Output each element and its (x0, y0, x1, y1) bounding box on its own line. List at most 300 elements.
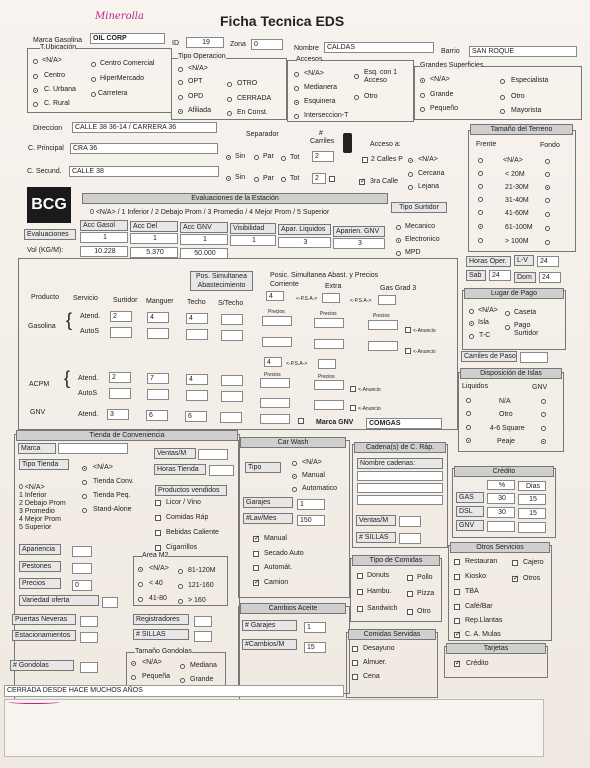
gas-grad-pos-field[interactable] (378, 295, 396, 305)
horas-tienda-label: Horas Tienda (154, 464, 206, 475)
carwash-radio-manual[interactable] (292, 474, 297, 479)
ubicacion-radio-na[interactable] (33, 59, 38, 64)
tipo-surtidor-button[interactable]: Tipo Surtidor (391, 202, 447, 213)
marca-label: Marca Gasolina (33, 37, 83, 44)
ubicacion-label-centro-comercial: Centro Comercial (100, 60, 155, 67)
tienda-tipo-radio-peq[interactable] (82, 494, 87, 499)
gnv-surtidor-field[interactable]: 3 (107, 409, 129, 420)
acpm-autos-techo-field[interactable] (186, 390, 208, 401)
acpm-precio-autos-1[interactable] (260, 398, 290, 408)
tienda-legend-3: 3 Promedio (19, 508, 55, 515)
cadenas-title: Cadena(s) de C. Ráp. (354, 442, 446, 453)
surtidor-radio-electronico[interactable] (396, 238, 401, 243)
col-surtidor: Surtidor (113, 297, 138, 304)
ubicacion-radio-hipermercado[interactable] (91, 77, 96, 82)
prod-licor-checkbox[interactable] (155, 500, 161, 506)
pago-label-surtidor: Pago Surtidor (514, 322, 539, 337)
islas-gnv-radio-0[interactable] (541, 399, 546, 404)
servicio-cafe-checkbox[interactable] (454, 604, 460, 610)
accesos-label-esq-1-acceso: Esq. con 1 Acceso (364, 69, 398, 84)
tam-radio-grande[interactable] (180, 678, 185, 683)
gnv-stecho-field[interactable] (220, 412, 242, 423)
operacion-radio-en-const[interactable] (227, 111, 232, 116)
ubicacion-label-c-rural: C. Rural (44, 100, 70, 107)
prod-bebidas-checkbox[interactable] (155, 530, 161, 536)
gnv-anuncio-checkbox[interactable] (298, 418, 304, 424)
carwash-manual-checkbox[interactable] (253, 536, 259, 542)
tienda-title: Tienda de Conveniencia (16, 430, 238, 441)
ubicacion-label-centro: Centro (44, 72, 66, 79)
cadenas-nombre-field-1[interactable] (357, 471, 443, 481)
ubicacion-radio-c-urbana[interactable] (33, 88, 38, 93)
tam-label-na: <N/A> (142, 659, 162, 666)
acpm-precio-autos-2[interactable] (314, 400, 344, 410)
fondo-radio-2[interactable] (545, 185, 550, 190)
comida-hambu-label: Hambu. (367, 588, 392, 595)
credito-gnv-dias[interactable] (518, 522, 546, 533)
acpm-atend-label: Atend. (78, 375, 99, 382)
evaluaciones-legend: 0 <N/A> / 1 Inferior / 2 Debajo Prom / 3 Promedio / 4 Mejor Prom / 5 Superior (90, 209, 330, 216)
area-radio-121-160[interactable] (178, 584, 183, 589)
aceite-garajes-field[interactable]: 1 (304, 622, 326, 633)
horas-tienda-field[interactable] (209, 465, 234, 476)
islas-liq-radio-2[interactable] (466, 425, 471, 430)
tarjetas-title: Tarjetas (446, 643, 546, 654)
gasolina-surtidor-field[interactable]: 2 (110, 311, 132, 322)
tam-label-mediana: Mediana (190, 662, 217, 669)
superficies-radio-pequeno[interactable] (420, 107, 425, 112)
barrio-label: Barrio (441, 48, 460, 55)
islas-gnv-radio-3[interactable] (541, 439, 546, 444)
gasolina-precio-extra[interactable] (314, 318, 344, 328)
islas-liq-radio-0[interactable] (466, 398, 471, 403)
servida-cena-checkbox[interactable] (352, 674, 358, 680)
frente-radio-1[interactable] (478, 171, 483, 176)
tienda-legend-1: 1 Inferior (19, 492, 47, 499)
gasolina-precio-autos-2[interactable] (314, 339, 344, 349)
secund-radio-sin[interactable] (226, 176, 231, 181)
terreno-frente-label: Frente (476, 141, 497, 148)
accesos-radio-na[interactable] (294, 72, 299, 77)
acpm-pos-field-2[interactable] (318, 359, 336, 369)
ubicacion-radio-c-rural[interactable] (33, 102, 38, 107)
operacion-radio-afiliada[interactable] (178, 109, 183, 114)
area-radio-41-80[interactable] (138, 597, 143, 602)
terreno-row-1: < 20M (505, 171, 525, 178)
terreno-row-5: 61-100M (505, 224, 533, 231)
prod-comidas-label: Comidas Ráp (166, 514, 209, 521)
gasolina-anuncio-autos-checkbox[interactable] (405, 348, 411, 354)
gnv-techo-field[interactable]: 6 (185, 411, 207, 422)
secund-carriles-field[interactable]: 2 (312, 173, 326, 184)
marca-gnv-field[interactable]: COMGAS (366, 418, 442, 429)
aceite-cambios-label: #Cambios/M (242, 639, 297, 650)
eval-val-aparien-gnv[interactable]: 3 (333, 238, 385, 249)
area-label-na: <N/A> (149, 565, 169, 572)
estacionamientos-label: Estacionamientos (12, 630, 76, 641)
puertas-neveras-label: Puertas Neveras (12, 614, 76, 625)
eval-val-apar-liquidos[interactable]: 3 (278, 237, 331, 248)
gasolina-precio-autos-1[interactable] (262, 337, 292, 347)
marca-field[interactable]: OIL CORP (90, 33, 165, 44)
carwash-secado-label: Secado Auto (264, 550, 304, 557)
notes-text: CERRADA DESDE HACE MUCHOS AÑOS (7, 687, 143, 694)
id-field[interactable]: 19 (186, 37, 224, 48)
servicio-tba-checkbox[interactable] (454, 589, 460, 595)
carwash-radio-automatico[interactable] (292, 487, 297, 492)
gnv-precio-field[interactable] (260, 414, 290, 424)
credito-dias-header: Dias (518, 481, 546, 491)
islas-gnv-radio-2[interactable] (541, 426, 546, 431)
principal-field[interactable]: CRA 36 (70, 143, 218, 154)
ubicacion-label-c-urbana: C. Urbana (44, 86, 76, 93)
acceso-label-na: <N/A> (418, 156, 438, 163)
credito-dsl-pct[interactable]: 30 (487, 507, 515, 518)
servida-almuer-checkbox[interactable] (352, 660, 358, 666)
evaluaciones-row-label: Evaluaciones (24, 229, 76, 240)
surtidor-radio-mpd[interactable] (396, 251, 401, 256)
tienda-tipo-radio-conv[interactable] (82, 480, 87, 485)
dos-calles-checkbox[interactable] (362, 157, 368, 163)
comida-sandwich-checkbox[interactable] (357, 606, 363, 612)
credito-dsl-dias[interactable]: 15 (518, 508, 546, 519)
gondolas-field[interactable] (80, 662, 98, 673)
pago-radio-caseta[interactable] (505, 311, 510, 316)
area-radio-na[interactable] (138, 567, 143, 572)
area-label-gt160: > 160 (188, 597, 206, 604)
secund-carriles-checkbox[interactable] (329, 176, 335, 182)
area-radio-lt40[interactable] (138, 582, 143, 587)
marca-gnv-label: Marca GNV (316, 419, 354, 426)
acpm-anuncio-checkbox[interactable] (350, 386, 356, 392)
vol-del-field[interactable]: 5.370 (130, 247, 178, 258)
frente-radio-6[interactable] (478, 238, 483, 243)
area-title: Area M2 (142, 552, 169, 559)
operacion-title: Tipo Operacion (178, 53, 226, 60)
gnv-manguer-field[interactable]: 6 (146, 410, 168, 421)
zona-field[interactable]: 0 (251, 39, 283, 50)
fondo-radio-6[interactable] (545, 240, 550, 245)
tienda-legend-4: 4 Mejor Prom (19, 516, 62, 523)
fondo-radio-5[interactable] (545, 226, 550, 231)
vol-label: Vol (KG/M): (27, 247, 64, 254)
servicio-restauran-checkbox[interactable] (454, 559, 460, 565)
acpm-surtidor-field[interactable]: 2 (109, 372, 131, 383)
extra-pos-field[interactable] (322, 293, 340, 303)
area-label-lt40: < 40 (149, 580, 163, 587)
notes-area[interactable] (4, 699, 544, 757)
gasolina-autos-techo-field[interactable] (186, 329, 208, 340)
puertas-neveras-field[interactable] (80, 616, 98, 627)
tienda-tipo-label-na: <N/A> (93, 464, 113, 471)
area-radio-81-120[interactable] (178, 569, 183, 574)
gasolina-autos-label: AutoS (80, 328, 100, 335)
carwash-garajes-field[interactable]: 1 (297, 499, 325, 510)
accesos-radio-esq-1-acceso[interactable] (354, 74, 359, 79)
operacion-label-na: <N/A> (188, 65, 208, 72)
credito-pct-header: % (487, 480, 515, 490)
gondolas-label: # Gondolas (10, 660, 74, 671)
ubicacion-radio-centro-comercial[interactable] (91, 62, 96, 67)
servicio-cajero-label: Cajero (523, 559, 544, 566)
superficies-radio-mayorista[interactable] (500, 109, 505, 114)
sab-field[interactable]: 24 (489, 270, 511, 281)
separador-label: Separador (246, 131, 279, 138)
gasolina-precios-label-2: Precios (320, 311, 337, 317)
variedad-field[interactable] (102, 597, 118, 608)
comida-donuts-checkbox[interactable] (357, 573, 363, 579)
operacion-radio-na[interactable] (178, 67, 183, 72)
comida-pizza-checkbox[interactable] (407, 591, 413, 597)
servicio-otros-checkbox[interactable] (512, 576, 518, 582)
tam-label-pequena: Pequeña (142, 673, 171, 680)
tienda-marca-field[interactable] (58, 443, 128, 454)
estacionamientos-field[interactable] (80, 632, 98, 643)
cadenas-nombre-field-2[interactable] (357, 483, 443, 493)
zona-label: Zona (230, 41, 246, 48)
operacion-radio-otro[interactable] (227, 82, 232, 87)
islas-liq-radio-3[interactable] (466, 438, 471, 443)
acpm-precio-2[interactable] (314, 380, 344, 390)
gasolina-techo-field[interactable]: 4 (186, 313, 208, 324)
gasolina-manguer-field[interactable]: 4 (147, 312, 169, 323)
tercera-calle-checkbox[interactable] (359, 179, 365, 185)
islas-liq-radio-1[interactable] (466, 411, 471, 416)
direccion-label: Direccion (33, 125, 63, 132)
carriles-paso-field[interactable] (520, 352, 548, 363)
frente-radio-3[interactable] (478, 197, 483, 202)
acpm-autos-manguer-field[interactable] (147, 389, 169, 400)
carwash-title: Car Wash (240, 437, 346, 448)
evaluaciones-title: Evaluaciones de la Estación (82, 193, 388, 204)
gasolina-precio-corriente[interactable] (262, 316, 292, 326)
gasolina-stecho-field[interactable] (221, 314, 243, 325)
cadenas-sillas-field[interactable] (399, 533, 421, 544)
traffic-light-icon (343, 133, 352, 153)
terreno-fondo-label: Fondo (540, 142, 560, 149)
tienda-tipo-label-conv: Tienda Conv. (93, 478, 134, 485)
area-radio-gt160[interactable] (178, 599, 183, 604)
islas-liquidos-label: Liquidos (462, 383, 489, 390)
superficies-radio-grande[interactable] (420, 93, 425, 98)
acpm-pos-field[interactable]: 4 (264, 357, 282, 367)
surtidor-label-mecanico: Mecanico (405, 223, 435, 230)
operacion-label-otro: OTRO (237, 80, 258, 87)
islas-title: Disposición de Islas (460, 368, 562, 379)
tienda-legend-5: 5 Superior (19, 524, 52, 531)
acpm-anuncio-autos-checkbox[interactable] (350, 405, 356, 411)
frente-radio-5[interactable] (478, 224, 483, 229)
servicio-llantas-checkbox[interactable] (454, 618, 460, 624)
acpm-autos-stecho-field[interactable] (221, 391, 243, 402)
servida-almuer-label: Almuer. (363, 659, 387, 666)
eval-val-visibilidad[interactable]: 1 (230, 235, 276, 246)
nombre-field[interactable]: CALDAS (324, 42, 434, 53)
tienda-tipo-radio-na[interactable] (82, 466, 87, 471)
ubicacion-radio-centro[interactable] (33, 74, 38, 79)
carwash-secado-checkbox[interactable] (253, 551, 259, 557)
tam-radio-mediana[interactable] (180, 664, 185, 669)
gasolina-autos-manguer-field[interactable] (147, 328, 169, 339)
islas-gnv-radio-1[interactable] (541, 412, 546, 417)
carwash-lavmes-field[interactable]: 150 (297, 515, 325, 526)
cadenas-ventas-field[interactable] (399, 516, 421, 527)
eval-val-acc-gnv[interactable]: 1 (180, 234, 228, 245)
nombre-label: Nombre (294, 45, 319, 52)
pago-label-tc: T-C (479, 332, 491, 339)
pago-radio-isla[interactable] (469, 321, 474, 326)
acpm-precio-1[interactable] (260, 378, 290, 388)
superficies-radio-na[interactable] (420, 78, 425, 83)
islas-row-1: Otro (499, 411, 513, 418)
surtidor-radio-mecanico[interactable] (396, 225, 401, 230)
tienda-tipo-radio-stand[interactable] (82, 508, 87, 513)
barrio-field[interactable]: SAN ROQUE (469, 46, 577, 57)
acceso-radio-cercana[interactable] (408, 172, 413, 177)
tercera-calle-label: 3ra Calle (370, 178, 399, 185)
registradores-field[interactable] (194, 616, 212, 627)
superficies-label-na: <N/A> (430, 76, 450, 83)
servida-desayuno-checkbox[interactable] (352, 646, 358, 652)
area-label-41-80: 41-80 (149, 595, 167, 602)
tam-gondolas-title: Tamaño Gondolas (135, 648, 192, 655)
operacion-radio-opd[interactable] (178, 95, 183, 100)
secund-field[interactable]: CALLE 38 (69, 166, 219, 177)
acpm-stecho-field[interactable] (221, 375, 243, 386)
accesos-radio-esquinera[interactable] (294, 100, 299, 105)
gasolina-anuncio-checkbox[interactable] (405, 327, 411, 333)
superficies-label-mayorista: Mayorista (511, 107, 542, 114)
dos-calles-label: 2 Calles P (371, 156, 403, 163)
secund-label-sin: Sin (235, 174, 246, 181)
islas-row-3: Peaje (497, 438, 515, 445)
eval-val-acc-gasol[interactable]: 1 (80, 232, 128, 243)
lv-field[interactable]: 24 (537, 256, 559, 267)
secund-radio-tot[interactable] (281, 177, 286, 182)
prod-comidas-checkbox[interactable] (155, 515, 161, 521)
principal-carriles-field[interactable]: 2 (312, 151, 334, 162)
acceso-radio-na[interactable] (408, 158, 413, 163)
pestanas-field[interactable] (72, 563, 92, 574)
frente-radio-0[interactable] (478, 158, 483, 163)
eval-val-acc-del[interactable]: 1 (130, 233, 178, 244)
tam-radio-na[interactable] (131, 661, 136, 666)
gasolina-autos-surtidor-field[interactable] (110, 327, 132, 338)
gasolina-precio-grad[interactable] (368, 320, 398, 330)
acpm-manguer-field[interactable]: 7 (147, 373, 169, 384)
carwash-camion-checkbox[interactable] (253, 580, 259, 586)
apariencia-field[interactable] (72, 546, 92, 557)
carwash-lavmes-label: #Lav/Mes (243, 513, 293, 524)
pago-radio-tc[interactable] (469, 334, 474, 339)
frente-radio-4[interactable] (478, 210, 483, 215)
principal-radio-sin[interactable] (226, 155, 231, 160)
accesos-label-interseccion-t: Interseccion-T (304, 112, 349, 119)
operacion-radio-cerrada[interactable] (227, 97, 232, 102)
fondo-radio-1[interactable] (545, 172, 550, 177)
gasolina-label: Gasolina (28, 323, 56, 330)
eval-col-visibilidad: Visibilidad (230, 223, 276, 234)
acpm-precios-label-2: Precios (318, 374, 335, 380)
fondo-radio-3[interactable] (545, 198, 550, 203)
accesos-radio-otro[interactable] (354, 95, 359, 100)
gas-grad-label: Gas Grad 3 (380, 285, 417, 292)
handwritten-underline (8, 700, 60, 704)
carwash-automat-checkbox[interactable] (253, 565, 259, 571)
acpm-label: ACPM (29, 381, 50, 388)
gasolina-anuncio-label: <-Anuncio (413, 328, 436, 334)
dom-field[interactable]: 24 (539, 272, 561, 283)
carwash-radio-na[interactable] (292, 461, 297, 466)
credito-gas-dias[interactable]: 15 (518, 494, 546, 505)
accesos-radio-medianera[interactable] (294, 86, 299, 91)
comida-otro-checkbox[interactable] (407, 609, 413, 615)
fondo-radio-4[interactable] (545, 212, 550, 217)
accesos-radio-interseccion-t[interactable] (294, 114, 299, 119)
operacion-radio-opt[interactable] (178, 80, 183, 85)
credito-gas-pct[interactable]: 30 (487, 493, 515, 504)
corriente-pos-field[interactable]: 4 (266, 291, 284, 301)
acpm-autos-surtidor-field[interactable] (109, 388, 131, 399)
direccion-field[interactable]: CALLE 38 36-14 / CARRERA 36 (72, 122, 217, 133)
comida-pollo-checkbox[interactable] (407, 575, 413, 581)
vol-gasol-field[interactable]: 10.228 (80, 246, 128, 257)
col-servicio: Servicio (73, 295, 98, 302)
pago-radio-surtidor[interactable] (505, 325, 510, 330)
secund-radio-par[interactable] (254, 177, 259, 182)
operacion-label-opt: OPT (188, 78, 203, 85)
gasolina-autos-stecho-field[interactable] (221, 330, 243, 341)
credito-dsl-label: DSL (456, 506, 484, 517)
precios-field[interactable]: 0 (72, 580, 92, 591)
servicio-cajero-checkbox[interactable] (512, 560, 518, 566)
vol-gnv-field[interactable]: 50.000 (180, 248, 228, 259)
acpm-techo-field[interactable]: 4 (186, 374, 208, 385)
horas-oper-label: Horas Oper. (466, 256, 511, 267)
tienda-sillas-field[interactable] (194, 631, 212, 642)
comida-hambu-checkbox[interactable] (357, 589, 363, 595)
cadenas-nombre-field-3[interactable] (357, 495, 443, 505)
eval-col-apar-liquidos: Apar. Liquidos (278, 224, 331, 235)
acpm-anuncio-label: <-Anuncio (358, 387, 381, 393)
tienda-ventas-field[interactable] (198, 449, 228, 460)
frente-radio-2[interactable] (478, 184, 483, 189)
superficies-radio-especialista[interactable] (500, 79, 505, 84)
surtidor-label-electronico: Electronico (405, 236, 440, 243)
credito-gnv-pct[interactable] (487, 521, 515, 532)
prod-cigarrillos-checkbox[interactable] (155, 545, 161, 551)
acceso-radio-lejana[interactable] (408, 185, 413, 190)
servicio-kiosko-checkbox[interactable] (454, 574, 460, 580)
fondo-radio-0[interactable] (545, 159, 550, 164)
acceso-label-cercana: Cercana (418, 170, 445, 177)
principal-radio-par[interactable] (254, 155, 259, 160)
pago-radio-na[interactable] (469, 309, 474, 314)
principal-radio-tot[interactable] (281, 156, 286, 161)
col-manguer: Manguer (146, 298, 174, 305)
ubicacion-radio-carretera[interactable] (91, 92, 96, 97)
cadenas-ventas-label: Ventas/M (356, 515, 396, 526)
tarjeta-credito-checkbox[interactable] (454, 661, 460, 667)
notes-field[interactable] (4, 685, 344, 697)
pago-label-na: <N/A> (478, 307, 498, 314)
tam-radio-pequena[interactable] (131, 675, 136, 680)
aceite-cambios-field[interactable]: 15 (304, 642, 326, 653)
superficies-radio-otro[interactable] (500, 95, 505, 100)
gasolina-precio-autos-3[interactable] (368, 341, 398, 351)
servicio-mulas-checkbox[interactable] (454, 632, 460, 638)
productos-vendidos-button[interactable]: Productos vendidos (155, 485, 227, 496)
